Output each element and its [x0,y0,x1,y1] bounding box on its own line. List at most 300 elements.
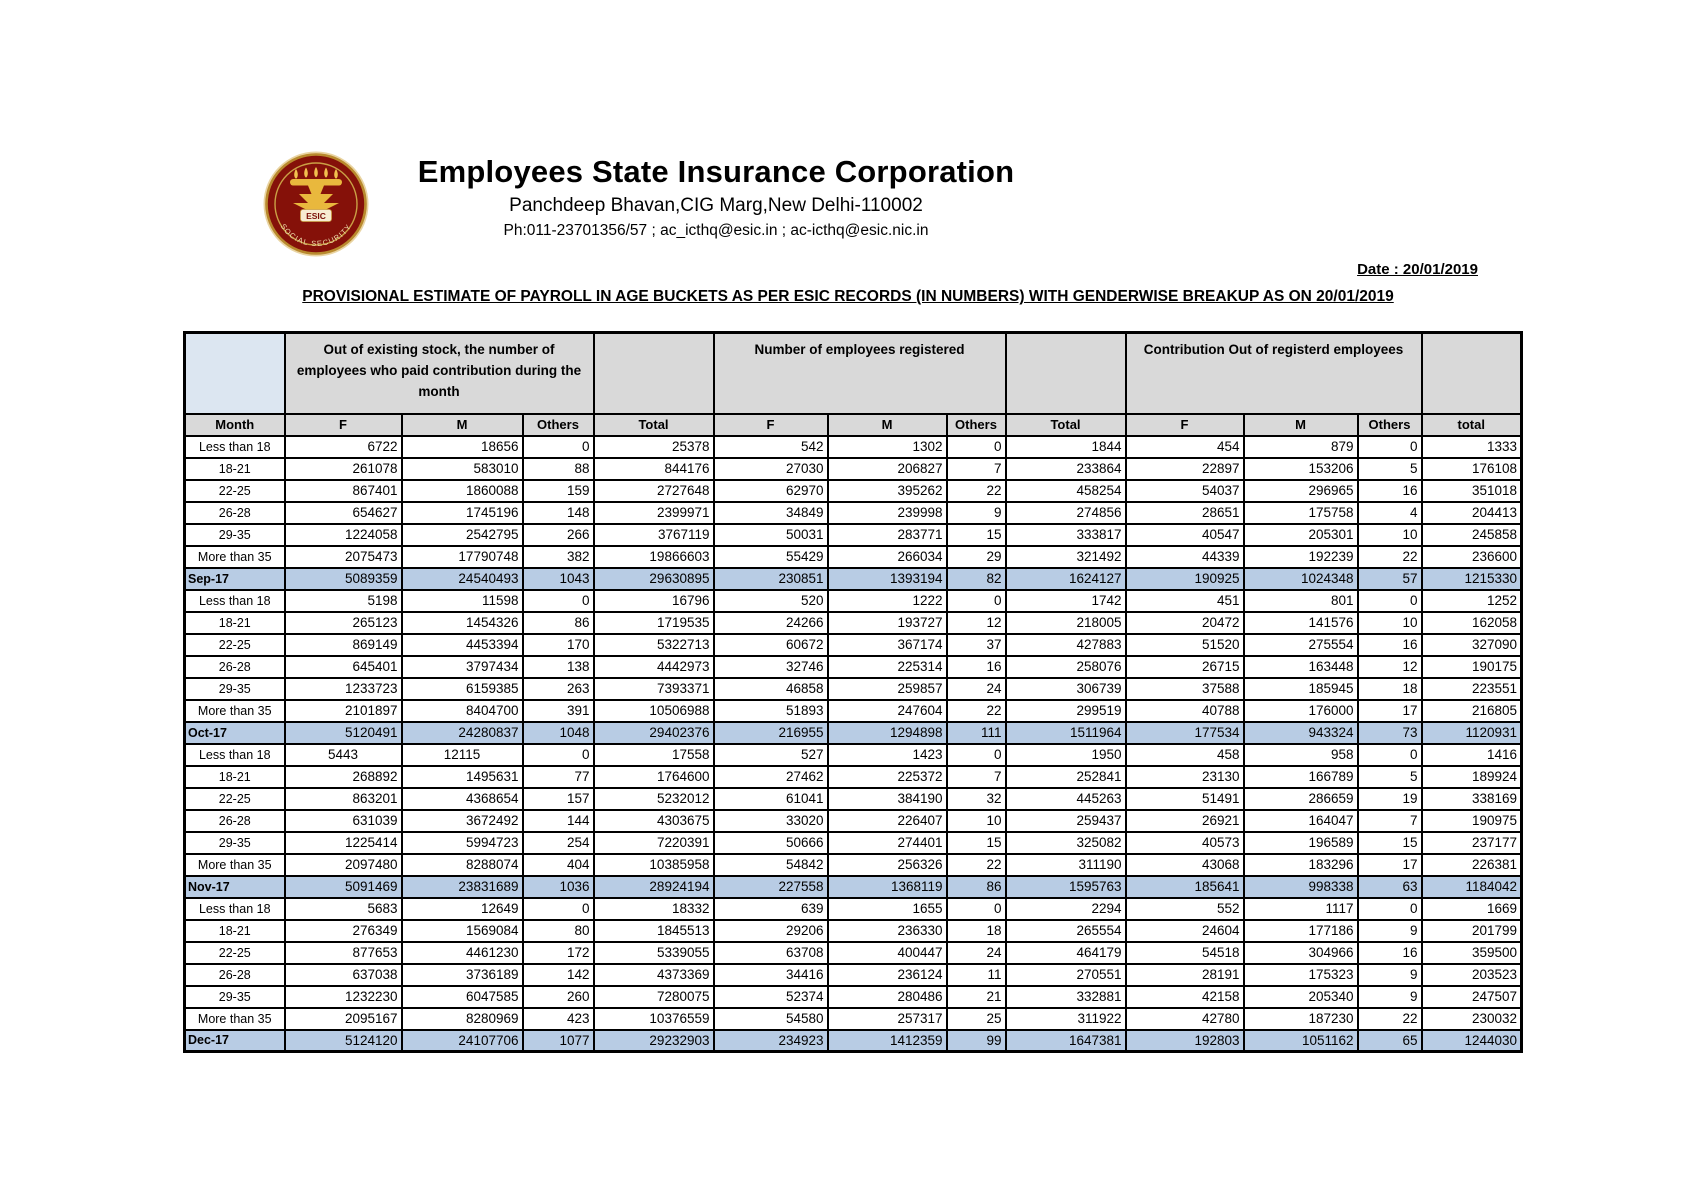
table-cell: 54842 [714,854,828,876]
table-cell: 25378 [594,436,714,458]
table-row [185,788,1522,810]
table-cell: 7393371 [594,678,714,700]
age-bucket-label: Less than 18 [185,590,285,612]
subtotal-cell: 99 [947,1030,1006,1052]
table-cell: 2075473 [285,546,402,568]
table-cell: 4 [1358,502,1422,524]
table-cell: 1224058 [285,524,402,546]
month-subtotal-label: Dec-17 [185,1030,285,1052]
subtotal-cell: 227558 [714,876,828,898]
table-cell: 869149 [285,634,402,656]
table-cell: 10376559 [594,1008,714,1030]
table-cell: 400447 [828,942,947,964]
age-bucket-label: 26-28 [185,964,285,986]
subtotal-cell: 23831689 [402,876,523,898]
table-cell: 10385958 [594,854,714,876]
column-header-cell: Month [185,414,285,436]
table-cell: 16 [1358,942,1422,964]
subtotal-cell: 111 [947,722,1006,744]
table-row [185,1008,1522,1030]
table-cell: 55429 [714,546,828,568]
table-cell: 631039 [285,810,402,832]
table-cell: 42158 [1126,986,1244,1008]
table-cell: 3736189 [402,964,523,986]
table-cell: 11 [947,964,1006,986]
table-cell: 25 [947,1008,1006,1030]
table-cell: 153206 [1244,458,1358,480]
table-cell: 391 [523,700,594,722]
table-cell: 175323 [1244,964,1358,986]
table-cell: 19 [1358,788,1422,810]
group-header-cell [1422,333,1522,414]
table-cell: 176000 [1244,700,1358,722]
table-cell: 7 [947,766,1006,788]
table-cell: 583010 [402,458,523,480]
group-header-cell [185,333,285,414]
table-cell: 236330 [828,920,947,942]
table-cell: 0 [1358,744,1422,766]
table-cell: 1569084 [402,920,523,942]
age-bucket-label: 18-21 [185,458,285,480]
table-cell: 645401 [285,656,402,678]
table-cell: 1302 [828,436,947,458]
table-cell: 27030 [714,458,828,480]
column-header-cell: Others [523,414,594,436]
table-cell: 20472 [1126,612,1244,634]
table-cell: 22 [1358,1008,1422,1030]
table-cell: 263 [523,678,594,700]
table-cell: 5322713 [594,634,714,656]
table-row [185,458,1522,480]
table-cell: 190975 [1422,810,1522,832]
table-row [185,986,1522,1008]
age-bucket-label: 22-25 [185,634,285,656]
table-cell: 351018 [1422,480,1522,502]
table-cell: 12 [1358,656,1422,678]
table-cell: 12115 [402,744,523,766]
table-cell: 801 [1244,590,1358,612]
table-cell: 164047 [1244,810,1358,832]
table-cell: 80 [523,920,594,942]
table-cell: 12 [947,612,1006,634]
age-bucket-label: Less than 18 [185,898,285,920]
subtotal-cell: 216955 [714,722,828,744]
table-cell: 1745196 [402,502,523,524]
table-cell: 177186 [1244,920,1358,942]
table-cell: 1454326 [402,612,523,634]
age-bucket-label: Less than 18 [185,436,285,458]
subtotal-cell: 1393194 [828,568,947,590]
table-cell: 77 [523,766,594,788]
table-cell: 283771 [828,524,947,546]
subtotal-cell: 1647381 [1006,1030,1126,1052]
table-row [185,480,1522,502]
table-cell: 17790748 [402,546,523,568]
table-cell: 11598 [402,590,523,612]
column-header-cell: Total [1006,414,1126,436]
table-cell: 257317 [828,1008,947,1030]
table-cell: 61041 [714,788,828,810]
table-cell: 193727 [828,612,947,634]
date-label: Date : 20/01/2019 [1357,261,1478,278]
subtotal-cell: 1294898 [828,722,947,744]
table-cell: 270551 [1006,964,1126,986]
table-cell: 24 [947,942,1006,964]
column-header-row [185,414,1522,436]
table-cell: 10 [947,810,1006,832]
table-cell: 206827 [828,458,947,480]
table-cell: 1333 [1422,436,1522,458]
table-cell: 5683 [285,898,402,920]
table-cell: 247604 [828,700,947,722]
subtotal-cell: 24280837 [402,722,523,744]
table-cell: 8280969 [402,1008,523,1030]
table-row [185,964,1522,986]
table-cell: 225372 [828,766,947,788]
table-cell: 22 [947,700,1006,722]
table-row [185,810,1522,832]
table-cell: 458254 [1006,480,1126,502]
table-cell: 204413 [1422,502,1522,524]
table-cell: 51491 [1126,788,1244,810]
table-cell: 22897 [1126,458,1244,480]
table-cell: 216805 [1422,700,1522,722]
table-cell: 451 [1126,590,1244,612]
table-row [185,656,1522,678]
table-cell: 1845513 [594,920,714,942]
table-cell: 54037 [1126,480,1244,502]
table-cell: 225314 [828,656,947,678]
subtotal-cell: 1048 [523,722,594,744]
table-cell: 299519 [1006,700,1126,722]
subtotal-cell: 1244030 [1422,1030,1522,1052]
table-cell: 5 [1358,458,1422,480]
table-row [185,920,1522,942]
table-cell: 44339 [1126,546,1244,568]
table-cell: 2399971 [594,502,714,524]
group-header-row [185,333,1522,414]
table-cell: 5339055 [594,942,714,964]
table-cell: 0 [947,744,1006,766]
table-cell: 22 [947,480,1006,502]
table-cell: 223551 [1422,678,1522,700]
table-cell: 0 [523,590,594,612]
org-address: Panchdeep Bhavan,CIG Marg,New Delhi-110002 [509,194,923,216]
age-bucket-label: More than 35 [185,700,285,722]
table-cell: 144 [523,810,594,832]
group-header-cell: Out of existing stock, the number of employees who paid contribution during the month [285,333,594,414]
table-cell: 1252 [1422,590,1522,612]
table-cell: 148 [523,502,594,524]
table-cell: 275554 [1244,634,1358,656]
table-cell: 274856 [1006,502,1126,524]
table-cell: 252841 [1006,766,1126,788]
table-cell: 43068 [1126,854,1244,876]
table-cell: 274401 [828,832,947,854]
age-bucket-label: 29-35 [185,678,285,700]
table-cell: 10 [1358,524,1422,546]
table-cell: 2095167 [285,1008,402,1030]
column-header-cell: M [402,414,523,436]
table-cell: 28651 [1126,502,1244,524]
table-cell: 265123 [285,612,402,634]
table-cell: 190175 [1422,656,1522,678]
table-cell: 54580 [714,1008,828,1030]
table-cell: 268892 [285,766,402,788]
table-cell: 1655 [828,898,947,920]
month-subtotal-label: Nov-17 [185,876,285,898]
table-row [185,744,1522,766]
group-header-cell: Number of employees registered [714,333,1006,414]
table-cell: 21 [947,986,1006,1008]
table-cell: 7220391 [594,832,714,854]
table-cell: 552 [1126,898,1244,920]
table-cell: 29 [947,546,1006,568]
table-cell: 958 [1244,744,1358,766]
age-bucket-label: 22-25 [185,480,285,502]
subtotal-cell: 82 [947,568,1006,590]
subtotal-cell: 998338 [1244,876,1358,898]
table-cell: 172 [523,942,594,964]
table-cell: 5 [1358,766,1422,788]
table-cell: 266034 [828,546,947,568]
table-row [185,766,1522,788]
subtotal-cell: 1215330 [1422,568,1522,590]
table-cell: 157 [523,788,594,810]
table-cell: 3767119 [594,524,714,546]
subtotal-cell: 24107706 [402,1030,523,1052]
table-cell: 201799 [1422,920,1522,942]
subtotal-cell: 29232903 [594,1030,714,1052]
table-cell: 0 [947,590,1006,612]
table-row [185,502,1522,524]
table-cell: 18 [947,920,1006,942]
table-row [185,942,1522,964]
subtotal-cell: 1077 [523,1030,594,1052]
age-bucket-label: 26-28 [185,810,285,832]
table-cell: 9 [1358,964,1422,986]
table-cell: 17 [1358,700,1422,722]
table-cell: 16796 [594,590,714,612]
table-cell: 5198 [285,590,402,612]
table-cell: 183296 [1244,854,1358,876]
table-cell: 0 [523,744,594,766]
table-cell: 1495631 [402,766,523,788]
age-bucket-label: 26-28 [185,502,285,524]
subtotal-cell: 63 [1358,876,1422,898]
column-header-cell: M [1244,414,1358,436]
subtotal-cell: 1412359 [828,1030,947,1052]
table-cell: 0 [1358,436,1422,458]
table-cell: 654627 [285,502,402,524]
age-bucket-label: 26-28 [185,656,285,678]
table-cell: 28191 [1126,964,1244,986]
table-cell: 9 [1358,920,1422,942]
table-cell: 218005 [1006,612,1126,634]
table-head [185,333,1522,436]
table-cell: 458 [1126,744,1244,766]
table-cell: 9 [947,502,1006,524]
table-cell: 311922 [1006,1008,1126,1030]
table-cell: 1117 [1244,898,1358,920]
subtotal-row [185,1030,1522,1052]
table-cell: 22 [1358,546,1422,568]
table-cell: 4453394 [402,634,523,656]
table-cell: 2294 [1006,898,1126,920]
table-cell: 162058 [1422,612,1522,634]
table-cell: 230032 [1422,1008,1522,1030]
table-cell: 260 [523,986,594,1008]
table-cell: 423 [523,1008,594,1030]
table-cell: 33020 [714,810,828,832]
table-cell: 8288074 [402,854,523,876]
table-cell: 259437 [1006,810,1126,832]
subtotal-cell: 1036 [523,876,594,898]
table-cell: 10 [1358,612,1422,634]
table-cell: 445263 [1006,788,1126,810]
table-cell: 26921 [1126,810,1244,832]
table-row [185,832,1522,854]
table-cell: 6722 [285,436,402,458]
table-cell: 17 [1358,854,1422,876]
subtotal-cell: 5124120 [285,1030,402,1052]
subtotal-cell: 5120491 [285,722,402,744]
table-cell: 8404700 [402,700,523,722]
table-cell: 18332 [594,898,714,920]
table-cell: 32 [947,788,1006,810]
table-row [185,612,1522,634]
table-cell: 1232230 [285,986,402,1008]
table-cell: 236600 [1422,546,1522,568]
age-bucket-label: More than 35 [185,854,285,876]
table-cell: 233864 [1006,458,1126,480]
table-cell: 12649 [402,898,523,920]
subtotal-cell: 5091469 [285,876,402,898]
table-cell: 26715 [1126,656,1244,678]
table-cell: 0 [523,436,594,458]
subtotal-cell: 230851 [714,568,828,590]
table-cell: 639 [714,898,828,920]
table-cell: 37588 [1126,678,1244,700]
table-cell: 276349 [285,920,402,942]
table-cell: 236124 [828,964,947,986]
subtotal-cell: 1368119 [828,876,947,898]
table-cell: 24 [947,678,1006,700]
table-cell: 0 [1358,590,1422,612]
table-cell: 226407 [828,810,947,832]
table-cell: 40788 [1126,700,1244,722]
table-cell: 4373369 [594,964,714,986]
month-subtotal-label: Oct-17 [185,722,285,744]
column-header-cell: F [285,414,402,436]
table-cell: 159 [523,480,594,502]
table-cell: 266 [523,524,594,546]
table-cell: 203523 [1422,964,1522,986]
subtotal-cell: 234923 [714,1030,828,1052]
subtotal-cell: 185641 [1126,876,1244,898]
table-cell: 51520 [1126,634,1244,656]
group-header-cell [594,333,714,414]
table-cell: 19866603 [594,546,714,568]
table-cell: 265554 [1006,920,1126,942]
table-cell: 226381 [1422,854,1522,876]
table-cell: 1669 [1422,898,1522,920]
table-cell: 32746 [714,656,828,678]
table-cell: 6047585 [402,986,523,1008]
table-cell: 9 [1358,986,1422,1008]
table-cell: 5994723 [402,832,523,854]
table-cell: 280486 [828,986,947,1008]
table-cell: 16 [1358,480,1422,502]
table-cell: 256326 [828,854,947,876]
table-cell: 338169 [1422,788,1522,810]
table-cell: 2727648 [594,480,714,502]
table-cell: 0 [947,436,1006,458]
payroll-table [183,331,1523,1053]
group-header-cell [1006,333,1126,414]
age-bucket-label: 18-21 [185,612,285,634]
subtotal-cell: 73 [1358,722,1422,744]
column-header-cell: M [828,414,947,436]
table-cell: 2101897 [285,700,402,722]
table-cell: 18 [1358,678,1422,700]
letterhead [266,154,1166,240]
table-row [185,436,1522,458]
table-cell: 464179 [1006,942,1126,964]
table-cell: 17558 [594,744,714,766]
table-cell: 196589 [1244,832,1358,854]
table-cell: 52374 [714,986,828,1008]
age-bucket-label: 29-35 [185,524,285,546]
table-cell: 245858 [1422,524,1522,546]
subtotal-cell: 5089359 [285,568,402,590]
table-cell: 54518 [1126,942,1244,964]
table-cell: 237177 [1422,832,1522,854]
table-cell: 175758 [1244,502,1358,524]
table-cell: 542 [714,436,828,458]
subtotal-cell: 1624127 [1006,568,1126,590]
table-cell: 88 [523,458,594,480]
table-cell: 86 [523,612,594,634]
table-row [185,854,1522,876]
subtotal-cell: 57 [1358,568,1422,590]
table-cell: 4442973 [594,656,714,678]
table-cell: 23130 [1126,766,1244,788]
table-cell: 359500 [1422,942,1522,964]
table-row [185,700,1522,722]
column-header-cell: Others [1358,414,1422,436]
table-cell: 5443 [285,744,402,766]
subtotal-cell: 86 [947,876,1006,898]
age-bucket-label: 22-25 [185,942,285,964]
table-cell: 2097480 [285,854,402,876]
subtotal-cell: 1511964 [1006,722,1126,744]
age-bucket-label: 18-21 [185,766,285,788]
table-cell: 7 [1358,810,1422,832]
subtotal-cell: 24540493 [402,568,523,590]
table-cell: 1719535 [594,612,714,634]
table-cell: 1860088 [402,480,523,502]
table-cell: 332881 [1006,986,1126,1008]
table-cell: 259857 [828,678,947,700]
table-cell: 192239 [1244,546,1358,568]
table-row [185,678,1522,700]
table-row [185,546,1522,568]
table-cell: 205340 [1244,986,1358,1008]
table-cell: 176108 [1422,458,1522,480]
table-cell: 22 [947,854,1006,876]
table-cell: 185945 [1244,678,1358,700]
